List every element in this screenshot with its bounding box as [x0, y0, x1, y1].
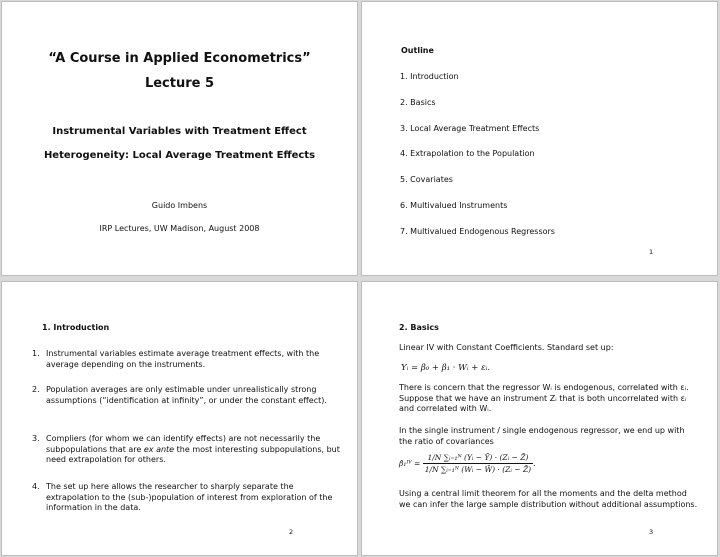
- equation-lhs: β̂₁ᴵⱽ =: [399, 459, 421, 468]
- item-number: 1.: [32, 349, 40, 358]
- title-slide: [2, 2, 357, 275]
- section-heading: 2. Basics: [399, 323, 439, 332]
- ratio-text: In the single instrument / single endogenous regressor, we end up with the ratio of covariances: [399, 426, 685, 446]
- course-title: “A Course in Applied Econometrics”: [48, 51, 311, 66]
- venue: IRP Lectures, UW Madison, August 2008: [99, 224, 260, 233]
- list-item: [32, 385, 342, 406]
- outline-item: 3. Local Average Treatment Effects: [400, 123, 540, 133]
- item-text: Compliers (for whom we can identify effects) are not necessarily the subpopulations that are ex ante the most interesting subpopulations, but need extrapolation for others.: [46, 434, 340, 464]
- page-number: 3: [649, 528, 654, 536]
- outline-heading: Outline: [401, 46, 434, 55]
- basics-slide: [362, 282, 717, 555]
- endogeneity-text: There is concern that the regressor Wᵢ is endogenous, correlated with εᵢ. Suppose that we have an instrument Zᵢ that is both uncorrelated with εᵢ and correlated with Wᵢ.: [399, 383, 689, 413]
- lecture-number: Lecture 5: [144, 76, 215, 91]
- equation-structural: Yᵢ = β₀ + β₁ · Wᵢ + εᵢ.: [401, 363, 491, 373]
- outline-slide: [362, 2, 717, 275]
- equation-denominator: 1/N ∑ᵢ₌₁ᴺ (Wᵢ − W̄) · (Zᵢ − Z̄): [424, 465, 532, 474]
- outline-item: 1. Introduction: [400, 72, 459, 81]
- equation-fraction: [423, 453, 536, 474]
- item-text: Population averages are only estimable under unrealistically strong assumptions (“identification at infinity”, or under the constant effect).: [46, 385, 327, 405]
- section-heading: 1. Introduction: [42, 323, 110, 332]
- page-number: 1: [649, 248, 654, 256]
- item-number: 4.: [32, 482, 40, 491]
- clt-text: Using a central limit theorem for all the moments and the delta method we can infer the large sample distribution without additional assumptions.: [399, 489, 698, 509]
- equation-end: .: [533, 459, 536, 468]
- outline-item: 7. Multivalued Endogenous Regressors: [400, 226, 555, 236]
- item-text: Instrumental variables estimate average treatment effects, with the average depending on the instruments.: [46, 349, 320, 369]
- lecture-subtitle-line1: Instrumental Variables with Treatment Effect: [52, 126, 307, 137]
- outline-item: 5. Covariates: [400, 175, 453, 185]
- author: Guido Imbens: [151, 201, 208, 210]
- page-number: 2: [289, 528, 294, 536]
- list-item: [32, 349, 342, 370]
- item-number: 2.: [32, 385, 40, 394]
- lecture-subtitle-line2: Heterogeneity: Local Average Treatment Effects: [43, 150, 316, 161]
- list-item: [32, 434, 342, 466]
- list-item: [32, 482, 342, 514]
- emphasis: ex ante: [143, 444, 175, 454]
- outline-item: 2. Basics: [400, 97, 436, 107]
- item-text: The set up here allows the researcher to sharply separate the extrapolation to the (sub-)population of interest from exploration of the information in the data.: [46, 482, 333, 512]
- outline-item: 4. Extrapolation to the Population: [400, 149, 535, 159]
- outline-item: 6. Multivalued Instruments: [400, 200, 508, 210]
- introduction-slide: [2, 282, 357, 555]
- intro-text: Linear IV with Constant Coefficients. Standard set up:: [399, 343, 614, 352]
- equation-numerator: 1/N ∑ᵢ₌₁ᴺ (Yᵢ − Ȳ) · (Zᵢ − Z̄): [423, 453, 533, 464]
- item-number: 3.: [32, 434, 40, 443]
- outline-list: [400, 72, 555, 253]
- equation-iv-estimator: [399, 453, 535, 474]
